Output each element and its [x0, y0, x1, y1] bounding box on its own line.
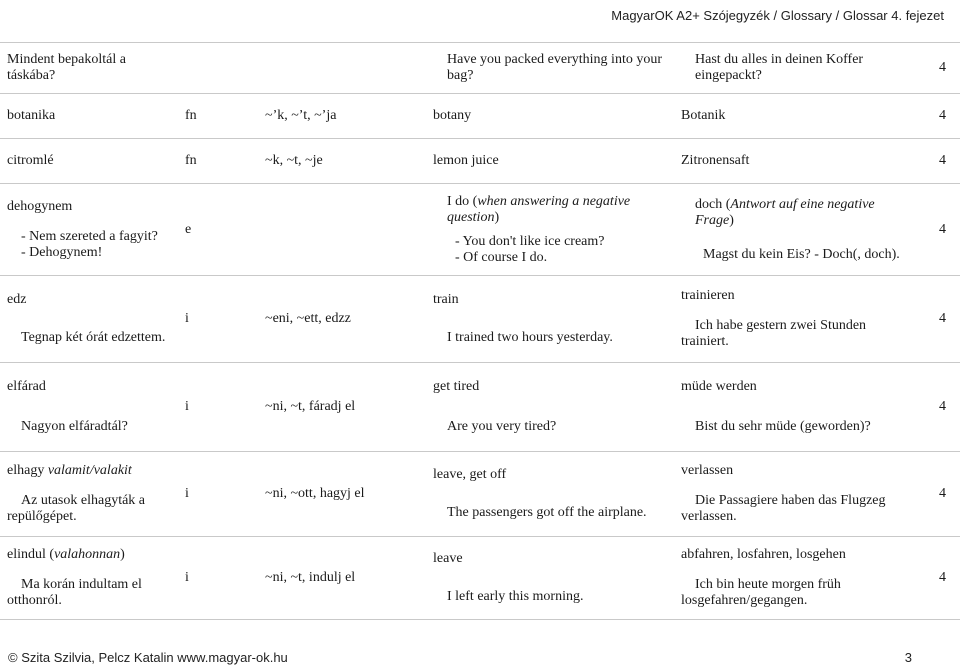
english-translation — [425, 363, 673, 452]
usage-note: valamit/valakit — [47, 463, 132, 478]
headword: elfárad — [7, 379, 46, 394]
table-row — [0, 43, 960, 94]
table-row — [0, 363, 960, 452]
hungarian-term — [0, 184, 175, 276]
english-translation — [425, 276, 673, 363]
chapter-number: 4 — [915, 184, 960, 276]
english-translation — [425, 43, 673, 94]
part-of-speech: e — [175, 184, 257, 276]
part-of-speech: i — [175, 276, 257, 363]
table-row — [0, 139, 960, 184]
part-of-speech: fn — [175, 139, 257, 184]
example-line: I trained two hours yesterday. — [447, 330, 613, 345]
translation-text: verlassen — [681, 463, 734, 478]
example-line: Ich habe gestern zwei Stunden trainiert. — [681, 318, 867, 349]
example-line: Az utasok elhagyták a repülőgépet. — [7, 493, 146, 524]
header-title: MagyarOK A2+ Szójegyzék / Glossary / Glossar 4. fejezet — [611, 8, 944, 23]
hungarian-term — [0, 537, 175, 620]
page-number: 3 — [904, 650, 912, 665]
example-line: The passengers got off the airplane. — [447, 505, 647, 520]
german-translation — [673, 363, 915, 452]
copyright-text: © Szita Szilvia, Pelcz Katalin www.magyar-ok.hu — [8, 650, 288, 665]
text-fragment: ) — [729, 212, 734, 228]
part-of-speech: i — [175, 363, 257, 452]
word-forms: ~ni, ~ott, hagyj el — [257, 452, 425, 537]
translation-text — [433, 194, 673, 226]
translation-text: leave, get off — [433, 467, 507, 482]
glossary-table — [0, 42, 960, 620]
text-fragment: I do ( — [447, 193, 478, 209]
table-row — [0, 94, 960, 139]
example-line: - Nem szereted a fagyit? — [21, 228, 158, 244]
word-forms: ~eni, ~ett, edzz — [257, 276, 425, 363]
german-translation — [673, 537, 915, 620]
german-translation: Botanik — [673, 94, 915, 139]
english-translation — [425, 184, 673, 276]
table-row — [0, 276, 960, 363]
german-translation — [673, 276, 915, 363]
headword: elindul — [7, 547, 46, 562]
table-row — [0, 452, 960, 537]
part-of-speech: i — [175, 452, 257, 537]
word-forms: ~ni, ~t, fáradj el — [257, 363, 425, 452]
german-translation — [673, 43, 915, 94]
page-header — [0, 0, 960, 30]
headword-line — [7, 547, 175, 563]
chapter-number: 4 — [915, 94, 960, 139]
word-forms — [257, 43, 425, 94]
german-translation: Zitronensaft — [673, 139, 915, 184]
translation-text — [681, 197, 915, 229]
word-forms — [257, 184, 425, 276]
hungarian-term — [0, 452, 175, 537]
usage-note: Antwort auf eine negative Frage — [695, 196, 875, 228]
example-line: Tegnap két órát edzettem. — [21, 330, 166, 345]
german-translation — [673, 452, 915, 537]
translation-text: leave — [433, 551, 463, 566]
example-line: - Of course I do. — [455, 249, 548, 265]
example-line: Are you very tired? — [447, 419, 557, 434]
page-footer — [0, 642, 960, 667]
word-forms: ~k, ~t, ~je — [257, 139, 425, 184]
hungarian-term: citromlé — [0, 139, 175, 184]
english-text: Have you packed everything into your bag? — [447, 52, 662, 83]
headword: edz — [7, 292, 27, 307]
text-fragment: ( — [49, 547, 55, 562]
chapter-number: 4 — [915, 537, 960, 620]
word-forms: ~’k, ~’t, ~’ja — [257, 94, 425, 139]
german-translation — [673, 184, 915, 276]
hungarian-term: Mindent bepakoltál a táskába? — [0, 43, 175, 94]
part-of-speech: i — [175, 537, 257, 620]
translation-text: trainieren — [681, 288, 735, 303]
text-fragment: ) — [494, 209, 500, 225]
chapter-number: 4 — [915, 276, 960, 363]
text-fragment: ) — [120, 547, 125, 562]
headword: elhagy — [7, 463, 45, 478]
headword-line — [7, 463, 175, 479]
example-line: Die Passagiere haben das Flugzeg verlassen. — [681, 493, 886, 524]
translation-text: abfahren, losfahren, losgehen — [681, 547, 846, 562]
hungarian-term — [0, 363, 175, 452]
example-line: Ich bin heute morgen früh losgefahren/gegangen. — [681, 577, 841, 608]
table-row — [0, 537, 960, 620]
hungarian-term — [0, 276, 175, 363]
hungarian-term: botanika — [0, 94, 175, 139]
example-line: - You don't like ice cream? — [455, 233, 605, 249]
english-translation: botany — [425, 94, 673, 139]
usage-note: valahonnan — [54, 547, 121, 562]
translation-text: get tired — [433, 379, 480, 394]
example-line: Nagyon elfáradtál? — [21, 419, 128, 434]
example-line: Magst du kein Eis? - Doch(, doch). — [703, 246, 900, 262]
usage-note: when answering a negative question — [447, 193, 631, 225]
english-translation — [425, 537, 673, 620]
part-of-speech: fn — [175, 94, 257, 139]
table-row — [0, 184, 960, 276]
example-line: I left early this morning. — [447, 589, 584, 604]
chapter-number: 4 — [915, 452, 960, 537]
translation-text: müde werden — [681, 379, 757, 394]
chapter-number: 4 — [915, 363, 960, 452]
translation-text: train — [433, 292, 459, 307]
part-of-speech — [175, 43, 257, 94]
example-line: - Dehogynem! — [21, 244, 103, 260]
headword: dehogynem — [7, 198, 73, 214]
example-line: Ma korán indultam el otthonról. — [7, 577, 142, 608]
word-forms: ~ni, ~t, indulj el — [257, 537, 425, 620]
english-translation — [425, 452, 673, 537]
chapter-number: 4 — [915, 43, 960, 94]
example-line: Bist du sehr müde (geworden)? — [695, 419, 871, 434]
chapter-number: 4 — [915, 139, 960, 184]
text-fragment: doch ( — [695, 196, 731, 212]
english-translation: lemon juice — [425, 139, 673, 184]
german-text: Hast du alles in deinen Koffer eingepackt? — [695, 52, 864, 83]
